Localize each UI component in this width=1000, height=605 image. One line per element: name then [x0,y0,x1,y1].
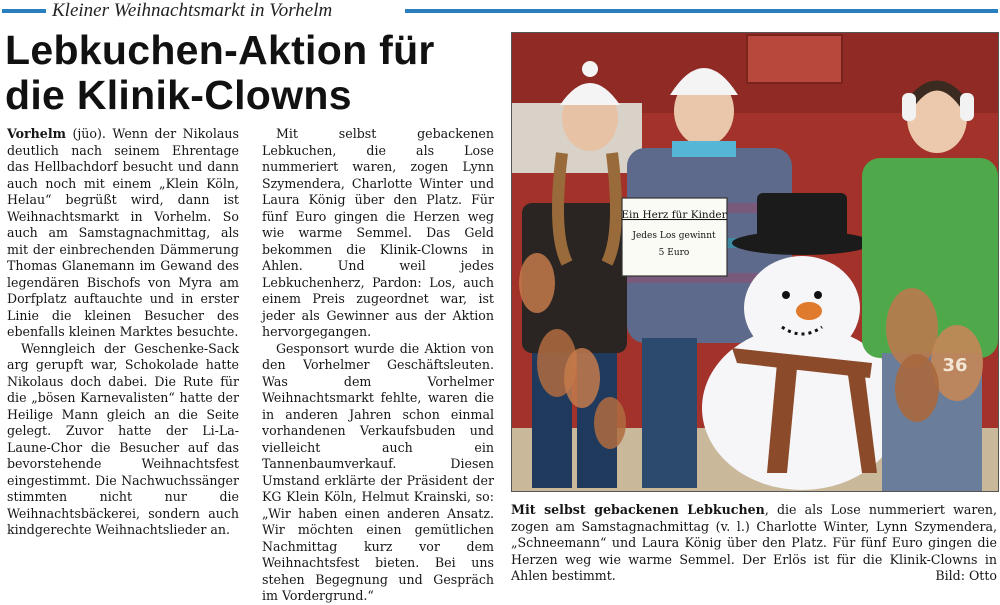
hat-pompom [582,61,598,77]
kicker-bar [0,0,1000,22]
scarf [672,141,736,157]
photo-illustration [512,33,998,491]
headline: Lebkuchen-Aktion für die Klinik-Clowns [5,27,435,118]
sign-line-2: Jedes Los gewinnt [632,231,716,241]
kicker-rule-right [405,9,998,13]
caption-lead: Mit selbst gebackenen Lebkuchen [511,502,765,517]
earmuff [902,93,916,121]
article-paragraph: Mit selbst gebackenen Lebkuchen, die als Lose nummeriert waren, zogen Lynn Szymendera, Charlotte Winter und Laura König über den Platz. Für fünf Euro gingen die Herzen weg wie warme Semmel. Das Geld bekommen die Klinik-Clowns in Ahlen. Und weil jedes Lebkuchenherz, Pardon: Los, auch einem Preis zugeordnet war, ist jeder als Gewinner aus der Aktion hervorgegangen. [262,126,494,339]
lot-number: 36 [942,355,968,376]
photo-caption [511,502,997,585]
caption-text: , die als Lose nummeriert waren, zogen am Samstagnachmittag (v. l.) Charlotte Winter, Lynn Szymendera, „Schneemann“ und Laura König über den Platz. Für fünf Euro gingen die Herzen weg wie warme Semmel. Der Erlös ist für die Klinik-Clowns in Ahlen bestimmt. [511,502,997,583]
kicker-rule-left [2,9,46,13]
kicker-text: Kleiner Weihnachtsmarkt in Vorhelm [52,0,333,21]
sign-line-1: Ein Herz für Kinder [621,209,727,221]
article-column-1 [7,126,239,539]
jeans [642,338,697,488]
top-hat [757,193,847,245]
earmuff [960,93,974,121]
news-photo [511,32,999,492]
article-paragraph: Wenngleich der Geschenke-Sack arg gerupft war, Schokolade hatte Nikolaus doch dabei. Die Rute für die „bösen Karnevalisten“ hatte der Heilige Mann gleich an die Seite gelegt. Zuvor hatte der Li-La-Laune-Chor die Besucher auf das bevorstehende Weihnachtsfest eingestimmt. Die Nachwuchssänger stimmten nicht nur die Weihnachtsbäckerei, sondern auch kindgerechte Weihnachtslieder an. [7,340,239,537]
article-paragraph: Gesponsort wurde die Aktion von den Vorhelmer Geschäftsleuten. Was dem Vorhelmer Weihnachtsmarkt fehlte, waren die in anderen Jahren schon einmal vorhandenen Verkaufsbuden und vielleicht auch ein Tannenbaumverkauf. Diesen Umstand erklärte der Präsident der KG Klein Köln, Helmut Krainski, so: „Wir haben einen anderen Ansatz. Wir möchten einen gemütlichen Nachmittag kurz vor dem Weihnachtsfest bieten. Bei uns stehen Begegnung und Gespräch im Vordergrund.“ [262,340,494,603]
sign-line-3: 5 Euro [658,248,690,258]
article-paragraph [7,126,239,341]
article-column-2 [262,126,494,605]
paragraph-text: (jüo). Wenn der Nikolaus deutlich nach seinem Ehrentage das Hellbachdorf besucht und dann auch noch mit einem „Klein Köln, Helau“ begrüßt wird, dann ist Weihnachtsmarkt in Vorhelm. So auch am Samstagnachmittag, als mit der einbrechenden Dämmerung Thomas Glanemann im Gewand des legendären Bischofs von Myra am Dorfplatz auftauchte und in erster Linie die kleinen Besucher des ebenfalls kleinen Marktes besuchte. [7,126,239,339]
wall-sign [747,35,842,83]
snowman-eye [814,291,822,299]
carrot-nose [796,302,822,320]
photo-credit: Bild: Otto [935,568,997,583]
snowman-eye [782,291,790,299]
dateline: Vorhelm [7,126,66,141]
